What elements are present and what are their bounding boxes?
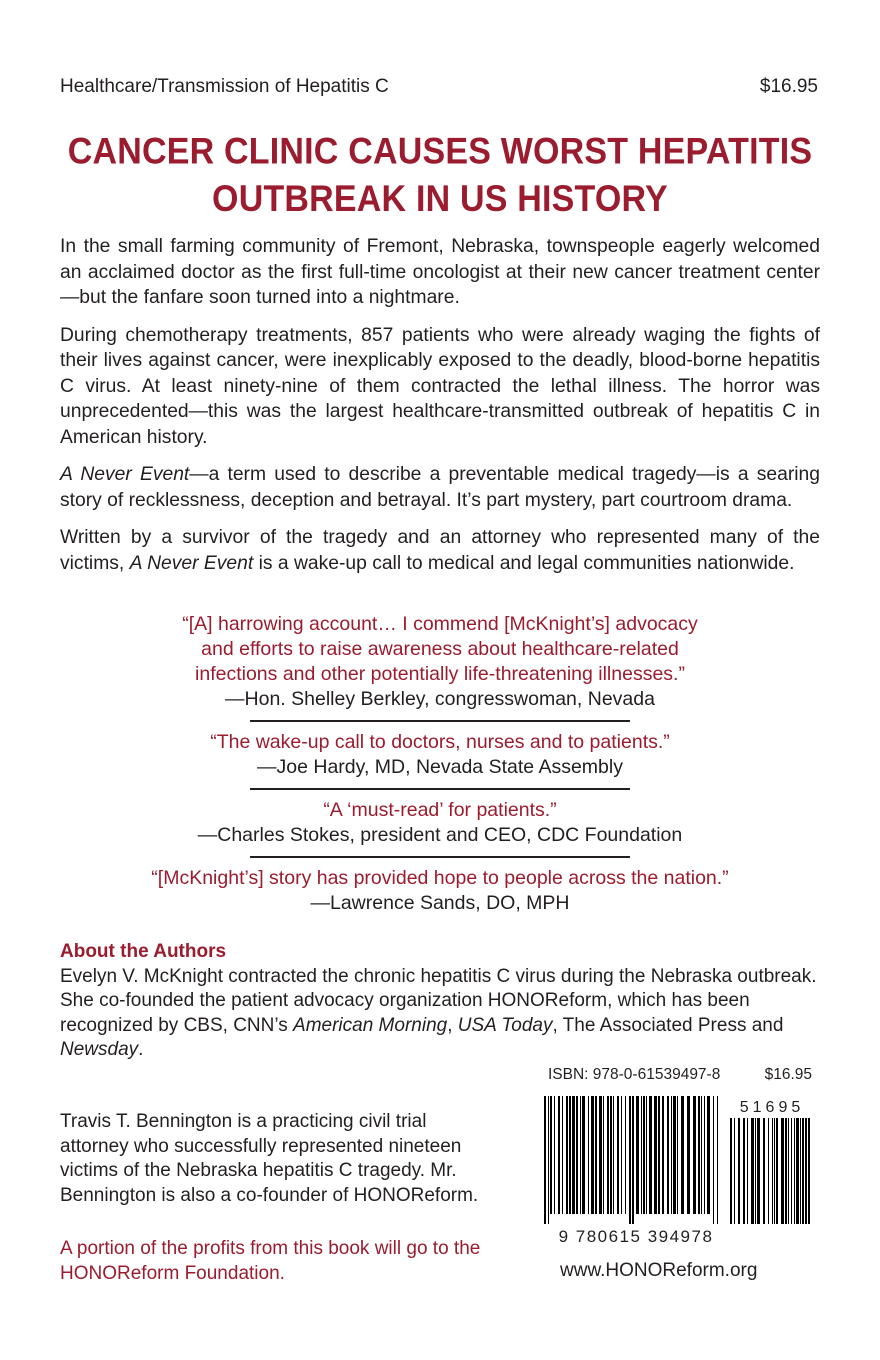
evelyn-bio <box>60 965 820 1063</box>
barcode-bar <box>677 1096 678 1214</box>
barcode-bar <box>554 1096 555 1214</box>
barcode-addon-bar <box>802 1118 804 1224</box>
endorsement-quote <box>60 798 820 848</box>
barcode-addon-bar <box>788 1118 789 1224</box>
barcode-addon-bar <box>751 1118 754 1224</box>
barcode-addon-digits: 51695 <box>739 1099 805 1116</box>
barcode-addon-bar <box>785 1118 787 1224</box>
barcode-addon-bar <box>768 1118 769 1224</box>
barcode-bar <box>643 1096 645 1214</box>
barcode-bar <box>671 1096 672 1214</box>
barcode-bar <box>687 1096 690 1214</box>
barcode-bar <box>548 1096 549 1224</box>
barcode-icon <box>540 1096 816 1256</box>
barcode-addon-bar <box>757 1118 760 1224</box>
price-label: $16.95 <box>759 76 818 97</box>
barcode-bar <box>632 1096 634 1224</box>
barcode-addon-bar <box>743 1118 745 1224</box>
website-url: www.HONOReform.org <box>560 1260 758 1281</box>
description-paragraph-4-end: is a wake-up call to medical and legal communities nationwide. <box>253 552 795 574</box>
barcode-bar <box>658 1096 660 1214</box>
barcode-bar <box>673 1096 676 1214</box>
endorsement-quote <box>60 612 820 712</box>
profits-note: A portion of the profits from this book will go to the HONOReform Foundation. <box>60 1238 481 1284</box>
barcode-addon-bar <box>808 1118 810 1224</box>
barcode-bar <box>603 1096 604 1214</box>
bio-text: Evelyn V. McKnight contracted the chronic hepatitis C virus during the Nebraska outbreak. She co-founded the patient advocacy organization HONOReform, which has been recognized by CBS, CNN’s <box>60 965 817 1036</box>
barcode-bar <box>544 1096 546 1224</box>
barcode-bar <box>629 1096 631 1224</box>
barcode-addon-bar <box>772 1118 773 1224</box>
quote-attribution: —Lawrence Sands, DO, MPH <box>310 892 570 914</box>
barcode-bar <box>704 1096 705 1214</box>
bio-text: , <box>447 1014 458 1036</box>
barcode-addon-bar <box>800 1118 801 1224</box>
barcode-bar <box>662 1096 664 1214</box>
book-description <box>60 234 820 588</box>
barcode-bar <box>625 1096 626 1214</box>
barcode-bar <box>558 1096 560 1214</box>
divider <box>250 856 630 858</box>
barcode-addon-bar <box>791 1118 792 1224</box>
barcode-bar <box>681 1096 684 1214</box>
endorsements <box>60 612 820 916</box>
about-authors <box>60 940 820 1063</box>
barcode-addon-bar <box>805 1118 807 1224</box>
barcode-bar <box>569 1096 571 1214</box>
endorsement-quote <box>60 730 820 780</box>
barcode-bar <box>701 1096 702 1214</box>
barcode-bar <box>576 1096 578 1214</box>
book-title-italic: A Never Event <box>60 464 190 485</box>
barcode-bar <box>599 1096 602 1214</box>
barcode-addon-bar <box>738 1118 740 1224</box>
top-bar <box>60 76 818 98</box>
bio-italic: Newsday <box>60 1039 139 1060</box>
barcode-bar <box>713 1096 714 1224</box>
quote-line: infections and other potentially life-threatening illnesses.” <box>195 663 685 685</box>
category-label: Healthcare/Transmission of Hepatitis C <box>60 76 389 97</box>
barcode-bar <box>621 1096 622 1214</box>
barcode-bar <box>693 1096 696 1214</box>
barcode-bar <box>717 1096 718 1224</box>
quote-line: “The wake-up call to doctors, nurses and to patients.” <box>210 731 670 753</box>
description-paragraph-3 <box>60 462 820 513</box>
barcode-digits: 9 780615 394978 <box>558 1227 714 1246</box>
quote-line: and efforts to raise awareness about healthcare-related <box>201 638 679 660</box>
bio-text: , The Associated Press and <box>552 1014 784 1036</box>
about-authors-title: About the Authors <box>60 941 227 962</box>
barcode-addon-bar <box>734 1118 735 1224</box>
book-title-italic: A Never Event <box>129 552 254 574</box>
barcode-bar <box>649 1096 652 1214</box>
barcode-bar <box>698 1096 700 1214</box>
barcode-bar <box>580 1096 581 1214</box>
bio-italic: American Morning <box>293 1014 448 1036</box>
barcode-bar <box>613 1096 614 1214</box>
bio-italic: USA Today <box>457 1014 553 1036</box>
barcode-block <box>540 1066 816 1256</box>
headline-line-2: OUTBREAK IN US HISTORY <box>212 178 668 220</box>
barcode-bar <box>610 1096 612 1214</box>
barcode-addon-bar <box>796 1118 799 1224</box>
description-paragraph-4 <box>60 525 820 576</box>
barcode-addon-bar <box>781 1118 784 1224</box>
description-paragraph-4-start: Written by a survivor of the tragedy and an attorney who represented many of the victims, <box>60 527 820 574</box>
barcode-bar <box>582 1096 585 1214</box>
bio-text: . <box>138 1039 144 1060</box>
divider <box>250 788 630 790</box>
quote-line: “[McKnight’s] story has provided hope to people across the nation.” <box>151 867 729 889</box>
isbn-label: ISBN: 978-0-61539497-8 <box>548 1066 721 1083</box>
endorsement-quote <box>60 866 820 916</box>
barcode-bar <box>617 1096 619 1214</box>
barcode-bar <box>646 1096 647 1214</box>
quote-line: “A ‘must-read’ for patients.” <box>323 799 557 821</box>
barcode-addon-bar <box>730 1118 732 1224</box>
barcode-bar <box>562 1096 563 1214</box>
description-paragraph-2: During chemotherapy treatments, 857 patients who were already waging the fights of their lives against cancer, were inexplicably exposed to the deadly, blood-borne hepatitis C virus. At least ninety-nine of them contracted the lethal illness. The horror was unprecedented—this was the largest healthcare-transmitted outbreak of hepatitis C in American history. <box>60 324 820 448</box>
barcode-bar <box>591 1096 594 1214</box>
quote-attribution: —Hon. Shelley Berkley, congresswoman, Nevada <box>225 688 655 710</box>
headline <box>40 128 840 223</box>
barcode-bar <box>641 1096 642 1214</box>
description-paragraph-1: In the small farming community of Fremont, Nebraska, townspeople eagerly welcomed an acclaimed doctor as the first full-time oncologist at their new cancer treatment center—but the fanfare soon turned into a nightmare. <box>60 236 820 308</box>
barcode-addon-bar <box>755 1118 756 1224</box>
barcode-bar <box>550 1096 552 1214</box>
headline-line-1: CANCER CLINIC CAUSES WORST HEPATITIS <box>67 131 813 173</box>
barcode-bar <box>595 1096 597 1214</box>
barcode-addon-bar <box>747 1118 748 1224</box>
description-paragraph-3-text: —a term used to describe a preventable medical tragedy—is a searing story of recklessness, deception and betrayal. It’s part mystery, part courtroom drama. <box>60 464 820 511</box>
travis-bio: Travis T. Bennington is a practicing civil trial attorney who successfully represented nineteen victims of the Nebraska hepatitis C tragedy. Mr. Bennington is also a co-founder of HONOReform. <box>60 1111 479 1206</box>
barcode-addon-bar <box>763 1118 765 1224</box>
barcode-addon-bar <box>776 1118 778 1224</box>
barcode-bar <box>566 1096 568 1214</box>
barcode-addon-bar <box>774 1118 775 1224</box>
barcode-addon-bar <box>794 1118 795 1224</box>
quote-line: “[A] harrowing account… I commend [McKnight’s] advocacy <box>182 613 698 635</box>
barcode-bar <box>667 1096 669 1214</box>
barcode-bar <box>572 1096 575 1214</box>
divider <box>250 720 630 722</box>
quote-attribution: —Joe Hardy, MD, Nevada State Assembly <box>257 756 623 778</box>
barcode-bar <box>654 1096 657 1214</box>
barcode-bar <box>707 1096 710 1214</box>
barcode-bar <box>607 1096 609 1214</box>
barcode-price: $16.95 <box>764 1066 812 1083</box>
barcode-bar <box>588 1096 589 1214</box>
barcode-bar <box>636 1096 639 1214</box>
quote-attribution: —Charles Stokes, president and CEO, CDC Foundation <box>197 824 683 846</box>
